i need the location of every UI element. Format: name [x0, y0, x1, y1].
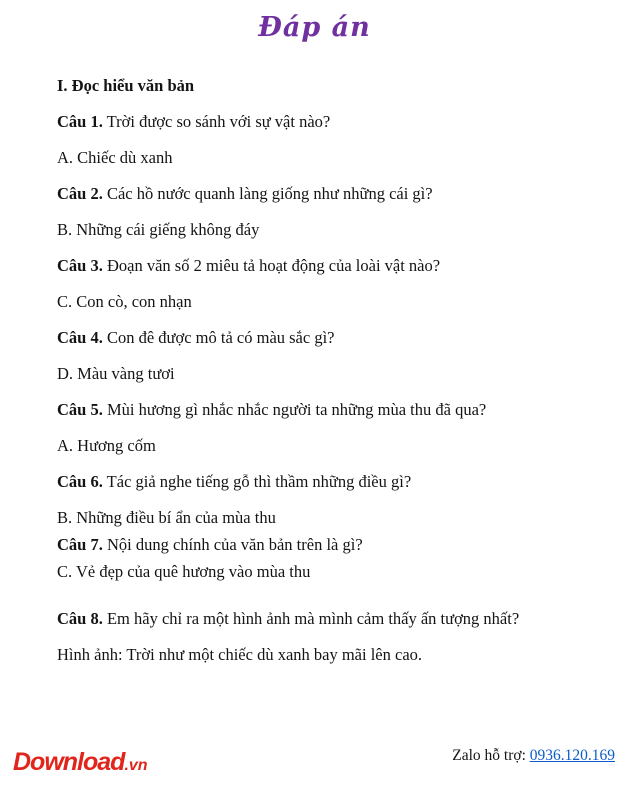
answer-line-5: [57, 435, 589, 457]
answer-text: C. Vẻ đẹp của quê hương vào mùa thu: [57, 562, 311, 581]
section-heading: I. Đọc hiểu văn bản: [57, 76, 195, 95]
question-label: Câu 2.: [57, 184, 103, 203]
answer-line-4: [57, 363, 589, 385]
answer-text: Hình ảnh: Trời như một chiếc dù xanh bay mãi lên cao.: [57, 645, 423, 664]
question-label: Câu 6.: [57, 472, 103, 491]
question-label: Câu 7.: [57, 535, 103, 554]
question-text: Tác giả nghe tiếng gỗ thì thầm những điều gì?: [102, 472, 412, 491]
question-line-4: [57, 327, 589, 349]
question-text: Trời được so sánh với sự vật nào?: [102, 112, 331, 131]
answer-text: A. Chiếc dù xanh: [57, 148, 173, 167]
answer-text: B. Những cái giếng không đáy: [57, 220, 260, 239]
logo-text: Download: [13, 748, 125, 776]
document-body: [0, 46, 629, 666]
question-line-3: [57, 255, 589, 277]
answer-text: B. Những điều bí ẩn của mùa thu: [57, 508, 276, 527]
question-label: Câu 3.: [57, 256, 103, 275]
answer-line-7: [57, 561, 589, 583]
question-text: Các hồ nước quanh làng giống như những cái gì?: [102, 184, 433, 203]
question-line-7: [57, 534, 589, 556]
answer-line-8: [57, 644, 589, 666]
question-line-5: [57, 399, 589, 421]
answer-line-1: [57, 147, 589, 169]
download-vn-logo: [13, 748, 148, 777]
question-text: Con đê được mô tả có màu sắc gì?: [102, 328, 335, 347]
question-line-8: [57, 608, 589, 630]
answer-line-2: [57, 219, 589, 241]
question-text: Mùi hương gì nhắc nhắc người ta những mùa thu đã qua?: [102, 400, 487, 419]
question-label: Câu 4.: [57, 328, 103, 347]
question-text: Đoạn văn số 2 miêu tả hoạt động của loài vật nào?: [102, 256, 441, 275]
question-text: Nội dung chính của văn bản trên là gì?: [102, 535, 363, 554]
answer-text: D. Màu vàng tươi: [57, 364, 175, 383]
question-line-6: [57, 471, 589, 493]
question-line-2: [57, 183, 589, 205]
zalo-phone-link[interactable]: 0936.120.169: [529, 747, 615, 764]
question-line-1: [57, 111, 589, 133]
question-label: Câu 1.: [57, 112, 103, 131]
logo-domain-suffix: .vn: [124, 757, 148, 774]
answer-text: A. Hương cốm: [57, 436, 156, 455]
question-label: Câu 8.: [57, 609, 103, 628]
answer-line-3: [57, 291, 589, 313]
answer-text: C. Con cò, con nhạn: [57, 292, 192, 311]
page-title: Đáp án: [258, 12, 371, 43]
zalo-support: [452, 745, 615, 767]
question-label: Câu 5.: [57, 400, 103, 419]
answer-line-6: [57, 507, 589, 529]
question-text: Em hãy chỉ ra một hình ảnh mà mình cảm thấy ấn tượng nhất?: [102, 609, 520, 628]
zalo-support-label: Zalo hỗ trợ:: [452, 747, 530, 764]
